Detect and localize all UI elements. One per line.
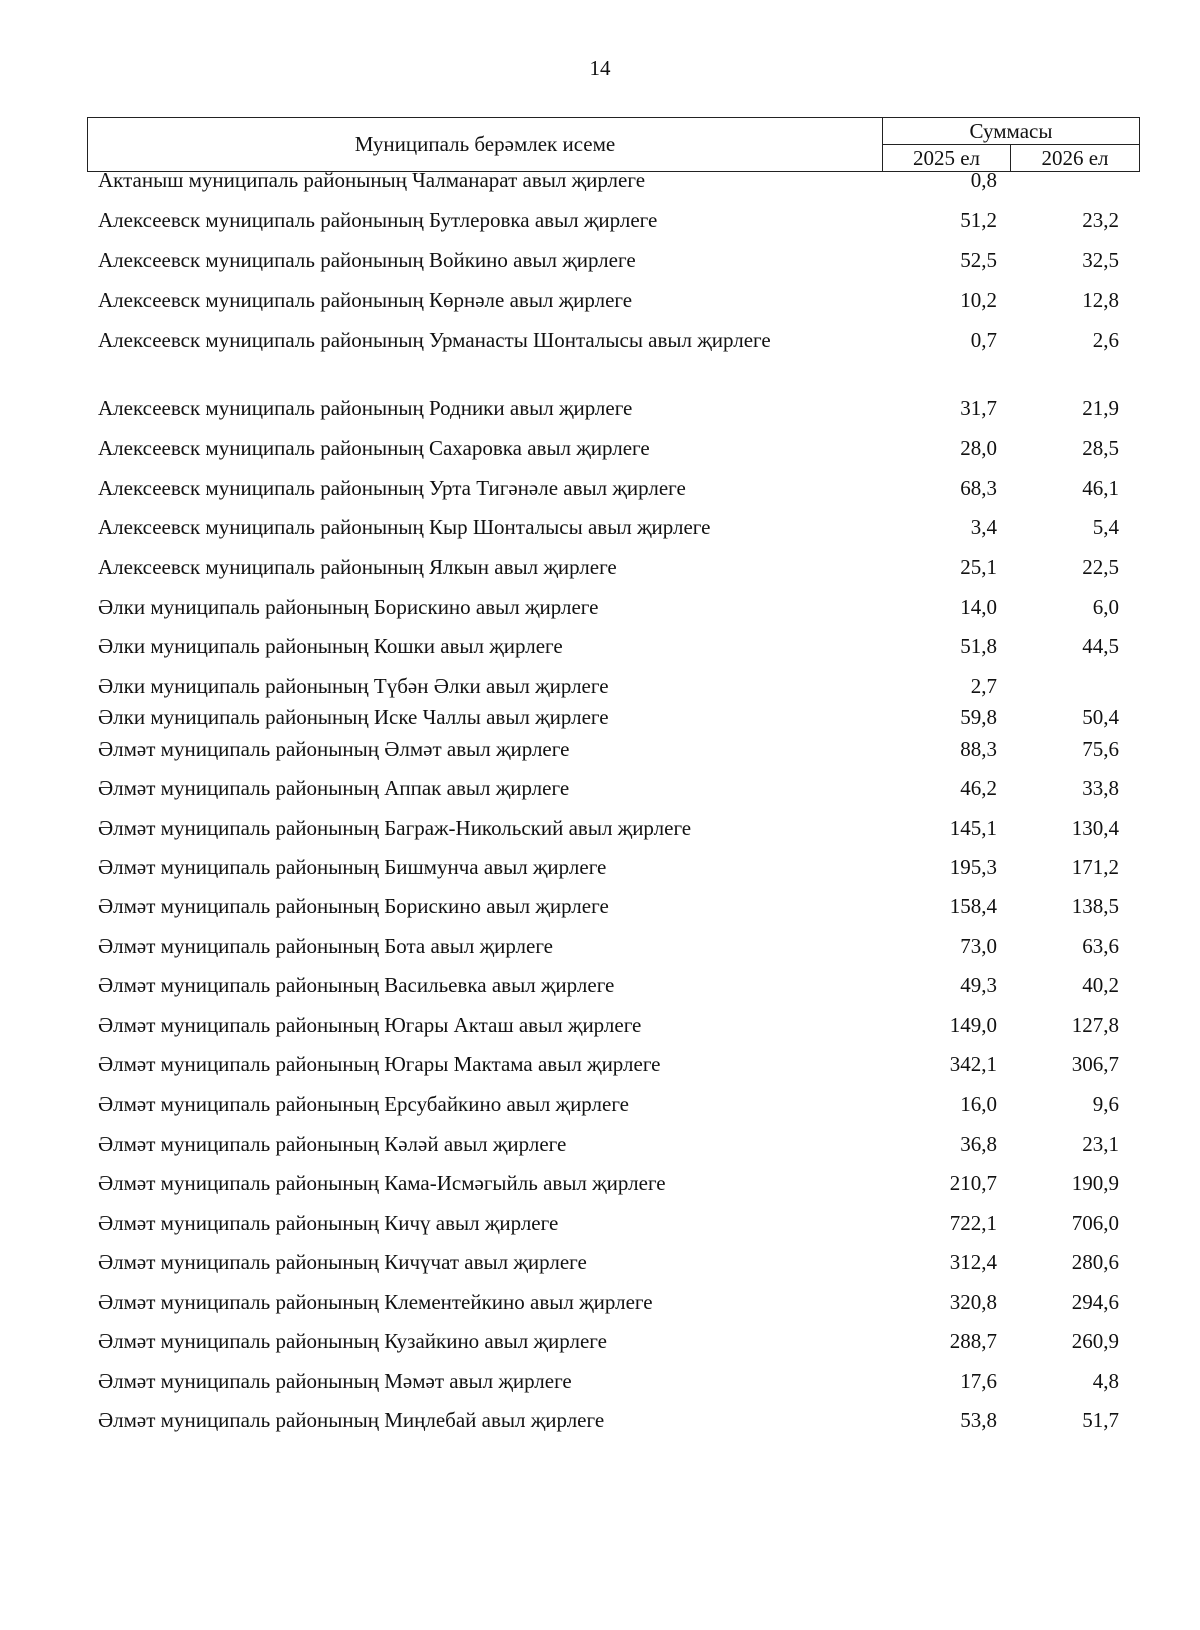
row-value-2025: 149,0 [949,1013,997,1037]
row-name: Актаныш муниципаль районының Чалманарат авыл җирлеге [98,168,646,192]
row-value-2026: 50,4 [1082,705,1119,729]
row-value-2026: 171,2 [1071,855,1119,879]
row-value-2025: 3,4 [970,515,997,539]
row-value-2025: 195,3 [949,855,997,879]
row-name: Алексеевск муниципаль районының Бутлеровка авыл җирлеге [98,208,658,232]
row-value-2025: 14,0 [960,595,997,619]
row-value-2026: 706,0 [1071,1211,1119,1235]
row-value-2025: 342,1 [949,1052,997,1076]
row-value-2026: 130,4 [1071,816,1119,840]
row-value-2025: 0,8 [970,168,997,192]
row-value-2026: 32,5 [1082,248,1119,272]
row-value-2025: 36,8 [960,1132,997,1156]
row-name: Әлмәт муниципаль районының Кичүчат авыл җирлеге [98,1250,587,1274]
row-value-2026: 294,6 [1071,1290,1119,1314]
row-value-2026: 4,8 [1092,1369,1119,1393]
row-value-2025: 88,3 [960,737,997,761]
row-value-2025: 25,1 [960,555,997,579]
column-header-sums-group [883,118,1139,171]
row-value-2026: 280,6 [1071,1250,1119,1274]
row-name: Алексеевск муниципаль районының Родники авыл җирлеге [98,396,633,420]
row-name: Әлмәт муниципаль районының Югары Акташ авыл җирлеге [98,1013,642,1037]
row-name: Әлки муниципаль районының Иске Чаллы авыл җирлеге [98,705,609,729]
column-header-years [883,145,1139,171]
row-value-2025: 73,0 [960,934,997,958]
row-value-2025: 52,5 [960,248,997,272]
row-value-2026: 51,7 [1082,1408,1119,1432]
row-value-2026: 2,6 [1092,328,1119,352]
row-name: Әлки муниципаль районының Кошки авыл җирлеге [98,634,563,658]
row-value-2025: 51,2 [960,208,997,232]
row-value-2025: 17,6 [960,1369,997,1393]
row-value-2025: 28,0 [960,436,997,460]
row-name: Алексеевск муниципаль районының Урта Тигәнәле авыл җирлеге [98,476,686,500]
row-value-2026: 190,9 [1071,1171,1119,1195]
row-value-2025: 312,4 [949,1250,997,1274]
row-name: Алексеевск муниципаль районының Көрнәле авыл җирлеге [98,288,633,312]
row-value-2026: 63,6 [1082,934,1119,958]
row-name: Әлмәт муниципаль районының Миңлебай авыл җирлеге [98,1408,605,1432]
row-value-2026: 9,6 [1092,1092,1119,1116]
row-value-2025: 46,2 [960,776,997,800]
row-name: Әлмәт муниципаль районының Кузайкино авыл җирлеге [98,1329,607,1353]
row-value-2026: 21,9 [1082,396,1119,420]
row-name: Әлмәт муниципаль районының Мәмәт авыл җирлеге [98,1369,572,1393]
row-value-2025: 10,2 [960,288,997,312]
row-value-2026: 75,6 [1082,737,1119,761]
row-value-2025: 16,0 [960,1092,997,1116]
row-name: Әлмәт муниципаль районының Клементейкино авыл җирлеге [98,1290,653,1314]
row-value-2025: 0,7 [970,328,997,352]
row-name: Әлмәт муниципаль районының Борискино авыл җирлеге [98,894,609,918]
row-name: Әлки муниципаль районының Борискино авыл җирлеге [98,595,599,619]
row-value-2025: 288,7 [949,1329,997,1353]
row-name: Әлмәт муниципаль районының Бишмунча авыл җирлеге [98,855,607,879]
row-name: Әлмәт муниципаль районының Әлмәт авыл җирлеге [98,737,570,761]
row-value-2026: 138,5 [1071,894,1119,918]
row-value-2026: 12,8 [1082,288,1119,312]
row-value-2026: 44,5 [1082,634,1119,658]
row-value-2026: 22,5 [1082,555,1119,579]
row-name: Әлки муниципаль районының Түбән Әлки авыл җирлеге [98,674,609,698]
row-name: Алексеевск муниципаль районының Войкино авыл җирлеге [98,248,636,272]
table-header [87,117,1140,172]
row-name: Әлмәт муниципаль районының Югары Мактама авыл җирлеге [98,1052,661,1076]
row-value-2026: 28,5 [1082,436,1119,460]
row-name: Алексеевск муниципаль районының Кыр Шонталысы авыл җирлеге [98,515,711,539]
row-value-2025: 59,8 [960,705,997,729]
page-number: 14 [589,56,611,80]
row-name: Әлмәт муниципаль районының Аппак авыл җирлеге [98,776,570,800]
row-name: Әлмәт муниципаль районының Ерсубайкино авыл җирлеге [98,1092,629,1116]
row-name: Әлмәт муниципаль районының Кама-Исмәгыйль авыл җирлеге [98,1171,666,1195]
row-name: Әлмәт муниципаль районының Бота авыл җирлеге [98,934,554,958]
row-name: Алексеевск муниципаль районының Сахаровка авыл җирлеге [98,436,650,460]
row-name: Алексеевск муниципаль районының Урманасты Шонталысы авыл җирлеге [98,328,771,352]
row-value-2026: 6,0 [1092,595,1119,619]
row-value-2026: 127,8 [1071,1013,1119,1037]
row-value-2026: 23,2 [1082,208,1119,232]
row-value-2026: 260,9 [1071,1329,1119,1353]
row-value-2025: 2,7 [970,674,997,698]
row-value-2026: 23,1 [1082,1132,1119,1156]
row-value-2026: 46,1 [1082,476,1119,500]
row-value-2025: 31,7 [960,396,997,420]
row-value-2025: 320,8 [949,1290,997,1314]
row-value-2025: 158,4 [949,894,997,918]
column-header-sums: Суммасы [883,118,1139,145]
row-value-2026: 33,8 [1082,776,1119,800]
row-value-2025: 53,8 [960,1408,997,1432]
row-name: Әлмәт муниципаль районының Кәләй авыл җирлеге [98,1132,567,1156]
row-value-2025: 49,3 [960,973,997,997]
row-name: Алексеевск муниципаль районының Ялкын авыл җирлеге [98,555,617,579]
row-name: Әлмәт муниципаль районының Васильевка авыл җирлеге [98,973,615,997]
row-name: Әлмәт муниципаль районының Кичү авыл җирлеге [98,1211,559,1235]
row-value-2026: 5,4 [1092,515,1119,539]
column-header-2026: 2026 ел [1041,145,1109,170]
row-value-2025: 722,1 [949,1211,997,1235]
row-value-2025: 210,7 [949,1171,997,1195]
column-header-2025: 2025 ел [883,145,1011,171]
row-value-2025: 68,3 [960,476,997,500]
row-name: Әлмәт муниципаль районының Баграж-Никольский авыл җирлеге [98,816,692,840]
row-value-2025: 51,8 [960,634,997,658]
column-header-name: Муниципаль берәмлек исеме [88,118,883,171]
row-value-2026: 40,2 [1082,973,1119,997]
row-value-2025: 145,1 [949,816,997,840]
row-value-2026: 306,7 [1071,1052,1119,1076]
